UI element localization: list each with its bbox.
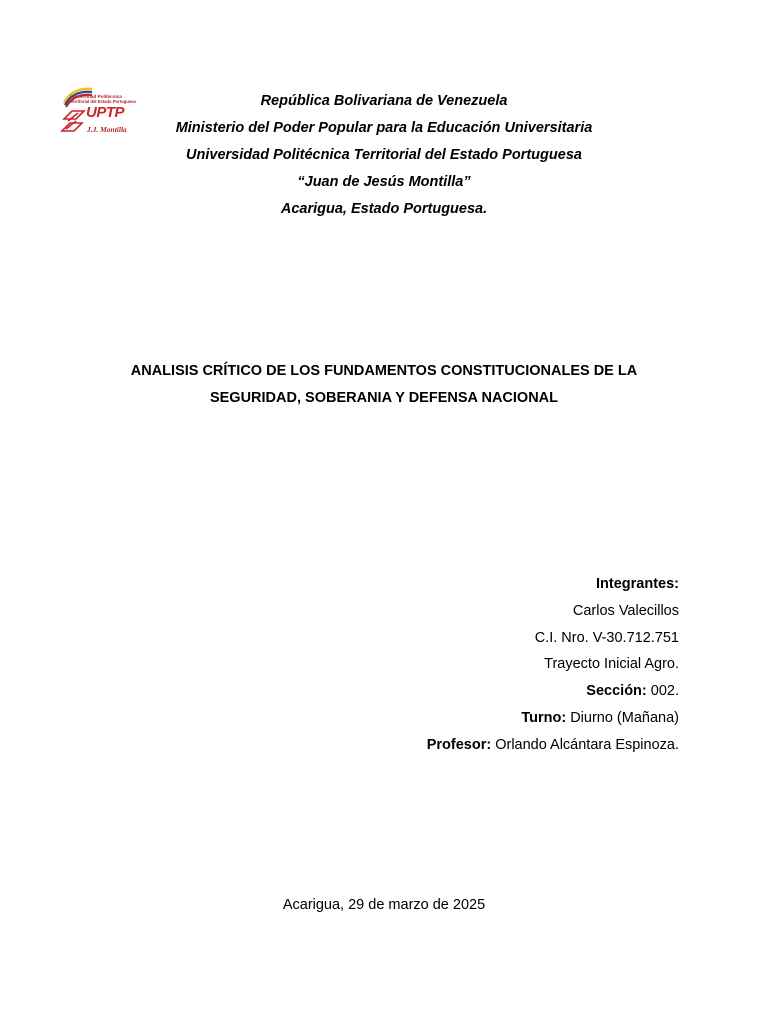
student-name: Carlos Valecillos — [572, 602, 679, 619]
title-line-2: SEGURIDAD, SOBERANIA Y DEFENSA NACIONAL — [209, 390, 559, 406]
turno-label: Turno: — [521, 709, 567, 726]
logo-acronym: UPTP — [86, 104, 125, 121]
seccion-value: 002. — [650, 683, 679, 700]
seccion-label: Sección: — [586, 683, 647, 700]
header-university-name: “Juan de Jesús Montilla” — [297, 174, 471, 190]
header-ministry: Ministerio del Poder Popular para la Educación Universitaria — [175, 120, 593, 136]
logo-campus-name: J.J. Montilla — [87, 125, 127, 134]
logo-territorial-line: Territorial del Estado Portuguesa — [70, 99, 136, 104]
institution-header — [0, 88, 768, 223]
logo-university-line: Universidad Politécnica — [70, 94, 122, 99]
student-trayecto: Trayecto Inicial Agro. — [544, 656, 679, 673]
document-title — [100, 358, 668, 412]
header-university: Universidad Politécnica Territorial del Estado Portuguesa — [186, 147, 582, 163]
header-republic: República Bolivariana de Venezuela — [260, 93, 508, 109]
turno-value: Diurno (Mañana) — [570, 709, 679, 726]
profesor-row — [427, 732, 679, 759]
profesor-value: Orlando Alcántara Espinoza. — [495, 736, 679, 753]
profesor-label: Profesor: — [426, 736, 492, 753]
student-id: C.I. Nro. V-30.712.751 — [534, 629, 679, 646]
seccion-row — [427, 678, 679, 705]
header-location: Acarigua, Estado Portuguesa. — [280, 201, 488, 217]
turno-row — [427, 705, 679, 732]
student-info — [427, 571, 679, 759]
title-line-1: ANALISIS CRÍTICO DE LOS FUNDAMENTOS CONSTITUCIONALES DE LA — [130, 363, 638, 379]
place-date: Acarigua, 29 de marzo de 2025 — [282, 897, 486, 913]
integrantes-label: Integrantes: — [596, 576, 679, 592]
